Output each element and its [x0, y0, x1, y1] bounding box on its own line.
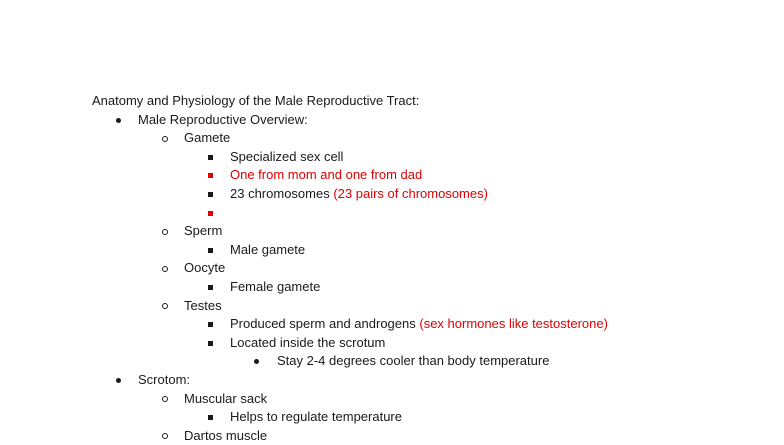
circle-bullet-icon	[162, 229, 168, 235]
list-item-text: Oocyte	[184, 260, 226, 276]
disc-bullet-icon	[116, 378, 121, 383]
list-item-text: Specialized sex cell	[230, 148, 344, 164]
list-item-text: Scrotom:	[138, 371, 191, 387]
disc-bullet-icon	[116, 118, 121, 123]
list-item-text: One from mom and one from dad	[230, 167, 423, 183]
list-item	[0, 427, 784, 445]
list-item	[0, 148, 784, 167]
list-item	[0, 129, 784, 148]
list-item	[0, 111, 784, 130]
list-item	[0, 297, 784, 316]
list-item-note: (23 pairs of chromosomes)	[333, 185, 488, 201]
circle-bullet-icon	[162, 396, 168, 402]
square-bullet-icon	[208, 285, 213, 290]
square-bullet-icon	[208, 155, 213, 160]
square-bullet-icon	[208, 322, 213, 327]
list-item	[0, 222, 784, 241]
list-item-main-text: Produced sperm and androgens	[230, 316, 420, 332]
circle-bullet-icon	[162, 433, 168, 439]
square-bullet-icon	[208, 415, 213, 420]
list-item-text: Stay 2-4 degrees cooler than body temperature	[277, 353, 550, 369]
list-item	[0, 278, 784, 297]
list-item-text: Located inside the scrotum	[230, 334, 386, 350]
circle-bullet-icon	[162, 303, 168, 309]
list-item	[0, 259, 784, 278]
square-bullet-icon	[208, 192, 213, 197]
document-body	[0, 92, 784, 445]
circle-bullet-icon	[162, 266, 168, 272]
list-item-main-text: 23 chromosomes	[230, 185, 334, 201]
list-item-text: Sperm	[184, 223, 223, 239]
list-item-text: Helps to regulate temperature	[230, 409, 402, 425]
circle-bullet-icon	[162, 136, 168, 142]
list-item-empty	[0, 204, 784, 223]
list-item-note: (sex hormones like testosterone)	[419, 316, 608, 332]
list-item-text	[230, 185, 488, 204]
list-item	[0, 390, 784, 409]
list-item-text	[230, 315, 608, 334]
list-item	[0, 371, 784, 390]
list-item-text: Muscular sack	[184, 390, 268, 406]
disc-bullet-icon	[254, 359, 259, 364]
list-item-highlighted	[0, 166, 784, 185]
list-item	[0, 315, 784, 334]
list-item-text: Testes	[184, 297, 222, 313]
document-title: Anatomy and Physiology of the Male Reproductive Tract:	[92, 93, 420, 108]
square-bullet-icon	[208, 248, 213, 253]
square-bullet-icon	[208, 341, 213, 346]
list-item-text: Male gamete	[230, 241, 306, 257]
list-item	[0, 334, 784, 353]
list-item-text: Female gamete	[230, 278, 321, 294]
list-item	[0, 241, 784, 260]
list-item	[0, 352, 784, 371]
list-item-text: Gamete	[184, 130, 231, 146]
list-item	[0, 408, 784, 427]
list-item-text: Dartos muscle	[184, 427, 268, 443]
list-item-text: Male Reproductive Overview:	[138, 111, 308, 127]
square-bullet-icon	[208, 211, 213, 216]
list-item	[0, 185, 784, 204]
square-bullet-icon	[208, 173, 213, 178]
